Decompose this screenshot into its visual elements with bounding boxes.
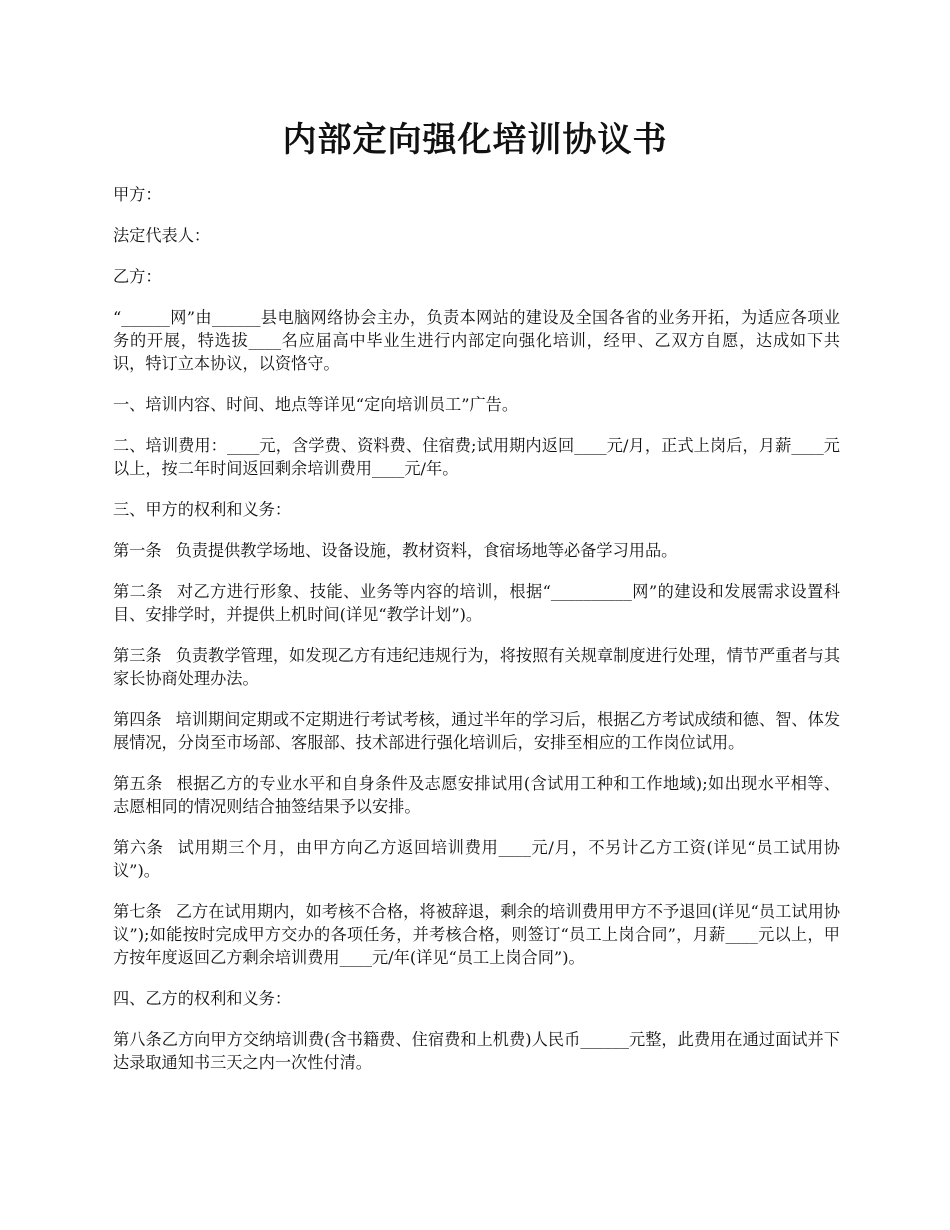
article-number: 第五条	[113, 774, 163, 793]
article-3	[113, 644, 840, 690]
article-text: 试用期三个月，由甲方向乙方返回培训费用____元/月，不另计乙方工资(详见“员工试用协议”)。	[113, 838, 840, 880]
article-7	[113, 900, 840, 969]
article-number: 第一条	[113, 541, 162, 560]
article-number: 第六条	[113, 838, 164, 857]
article-2	[113, 580, 840, 626]
intro-paragraph: “______网”由______县电脑网络协会主办，负责本网站的建设及全国各省的业务开拓，为适应各项业务的开展，特选拔____名应届高中毕业生进行内部定向强化培训，经甲、乙双方自愿，达成如下共识，特订立本协议，以资恪守。	[113, 308, 840, 373]
article-6	[113, 836, 840, 882]
section-3-heading: 三、甲方的权利和义务：	[113, 500, 292, 519]
article-text: 乙方在试用期内，如考核不合格，将被辞退，剩余的培训费用甲方不予退回(详见“员工试用协议”);如能按时完成甲方交办的各项任务，并考核合格，则签订“员工上岗合同”，月薪____元以上，甲方按年度返回乙方剩余培训费用____元/年(详见“员工上岗合同”)。	[113, 902, 841, 967]
legal-rep-line: 法定代表人：	[113, 226, 211, 245]
party-a-line: 甲方：	[113, 185, 162, 204]
article-text: 负责教学管理，如发现乙方有违纪违规行为，将按照有关规章制度进行处理，情节严重者与其家长协商处理办法。	[113, 646, 841, 688]
party-b-line: 乙方：	[113, 267, 162, 286]
article-1	[113, 539, 840, 562]
article-text: 负责提供教学场地、设备设施，教材资料，食宿场地等必备学习用品。	[175, 541, 678, 560]
article-text: 培训期间定期或不定期进行考试考核，通过半年的学习后，根据乙方考试成绩和德、智、体发展情况，分岗至市场部、客服部、技术部进行强化培训后，安排至相应的工作岗位试用。	[113, 710, 841, 752]
article-text: 对乙方进行形象、技能、业务等内容的培训，根据“__________网”的建设和发展需求设置科目、安排学时，并提供上机时间(详见“教学计划”)。	[113, 582, 840, 624]
article-5	[113, 772, 840, 818]
section-2: 二、培训费用：____元，含学费、资料费、住宿费;试用期内返回____元/月，正式上岗后，月薪____元以上，按二年时间返回剩余培训费用____元/年。	[113, 436, 840, 478]
article-number: 第四条	[113, 710, 162, 729]
article-number: 第三条	[113, 646, 162, 665]
section-4-heading: 四、乙方的权利和义务：	[113, 989, 292, 1008]
document-body	[113, 183, 840, 1092]
article-4	[113, 708, 840, 754]
article-number: 第七条	[113, 902, 162, 921]
section-1: 一、培训内容、时间、地点等详见“定向培训员工”广告。	[113, 395, 519, 414]
document-title: 内部定向强化培训协议书	[282, 120, 668, 160]
article-text: 根据乙方的专业水平和自身条件及志愿安排试用(含试用工种和工作地域);如出现水平相等、志愿相同的情况则结合抽签结果予以安排。	[113, 774, 841, 816]
article-8: 第八条乙方向甲方交纳培训费(含书籍费、住宿费和上机费)人民币______元整，此费用在通过面试并下达录取通知书三天之内一次性付清。	[113, 1030, 840, 1072]
article-number: 第二条	[113, 582, 163, 601]
